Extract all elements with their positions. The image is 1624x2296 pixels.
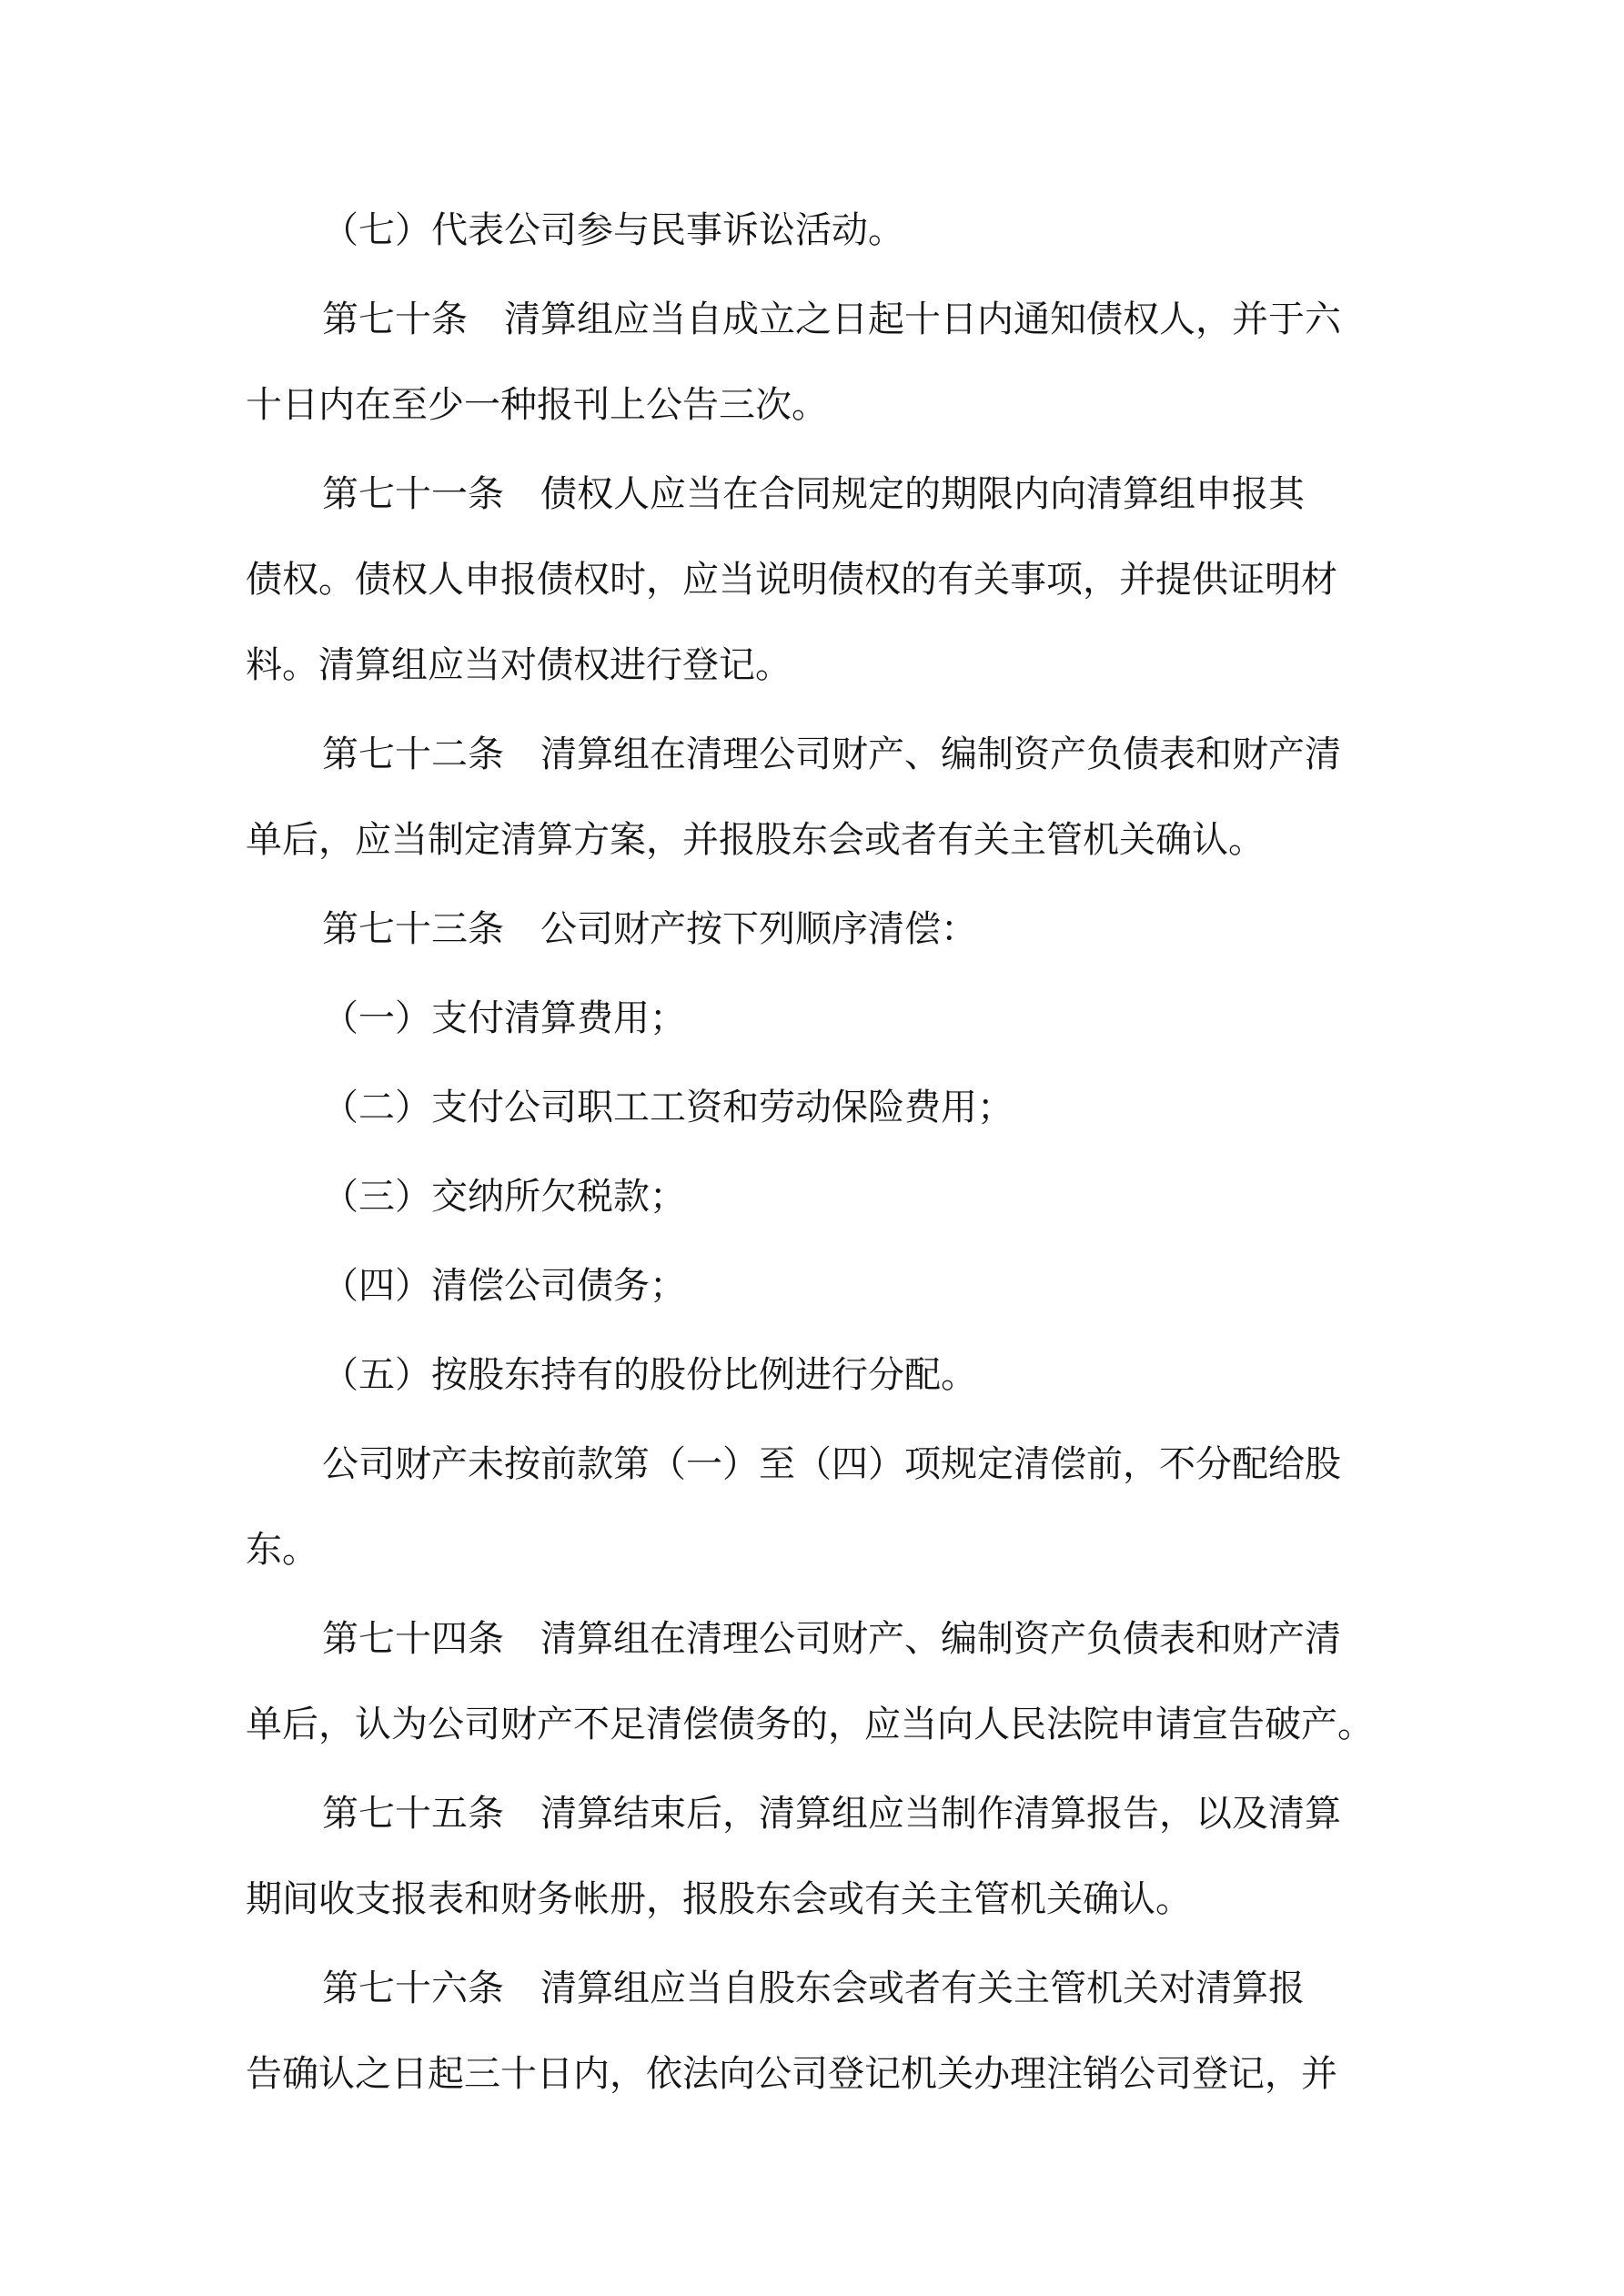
paragraph-line: （七）代表公司参与民事诉讼活动。 bbox=[322, 209, 904, 251]
article-73-line-1: 第七十三条 公司财产按下列顺序清偿： bbox=[322, 908, 977, 950]
article-75-line-1: 第七十五条 清算结束后，清算组应当制作清算报告，以及清算 bbox=[322, 1793, 1341, 1835]
article-76-line-2: 告确认之日起三十日内，依法向公司登记机关办理注销公司登记，并 bbox=[246, 2053, 1337, 2095]
article-71-line-3: 料。清算组应当对债权进行登记。 bbox=[246, 644, 792, 686]
article-73-note-line-1: 公司财产未按前款第（一）至（四）项规定清偿前，不分配给股 bbox=[322, 1443, 1341, 1485]
article-73-note-line-2: 东。 bbox=[246, 1529, 318, 1571]
article-71-line-1: 第七十一条 债权人应当在合同规定的期限内向清算组申报其 bbox=[322, 473, 1305, 515]
list-item-4: （四）清偿公司债务； bbox=[322, 1265, 686, 1307]
article-76-line-1: 第七十六条 清算组应当自股东会或者有关主管机关对清算报 bbox=[322, 1967, 1305, 2009]
article-71-line-2: 债权。债权人申报债权时，应当说明债权的有关事项，并提供证明材 bbox=[246, 559, 1337, 601]
list-item-3: （三）交纳所欠税款； bbox=[322, 1176, 686, 1218]
list-item-2: （二）支付公司职工工资和劳动保险费用； bbox=[322, 1087, 1014, 1128]
article-75-line-2: 期间收支报表和财务帐册，报股东会或有关主管机关确认。 bbox=[246, 1878, 1192, 1920]
list-item-1: （一）支付清算费用； bbox=[322, 997, 686, 1039]
list-item-5: （五）按股东持有的股份比例进行分配。 bbox=[322, 1354, 977, 1396]
article-70-line-2: 十日内在至少一种报刊上公告三次。 bbox=[246, 384, 828, 426]
article-74-line-2: 单后，认为公司财产不足清偿债务的，应当向人民法院申请宣告破产。 bbox=[246, 1704, 1374, 1745]
article-72-line-2: 单后，应当制定清算方案，并报股东会或者有关主管机关确认。 bbox=[246, 819, 1265, 861]
article-72-line-1: 第七十二条 清算组在清理公司财产、编制资产负债表和财产清 bbox=[322, 733, 1341, 775]
article-70-line-1: 第七十条 清算组应当自成立之日起十日内通知债权人，并于六 bbox=[322, 298, 1341, 340]
article-74-line-1: 第七十四条 清算组在清理公司财产、编制资产负债表和财产清 bbox=[322, 1618, 1341, 1660]
document-page bbox=[246, 207, 1392, 2097]
